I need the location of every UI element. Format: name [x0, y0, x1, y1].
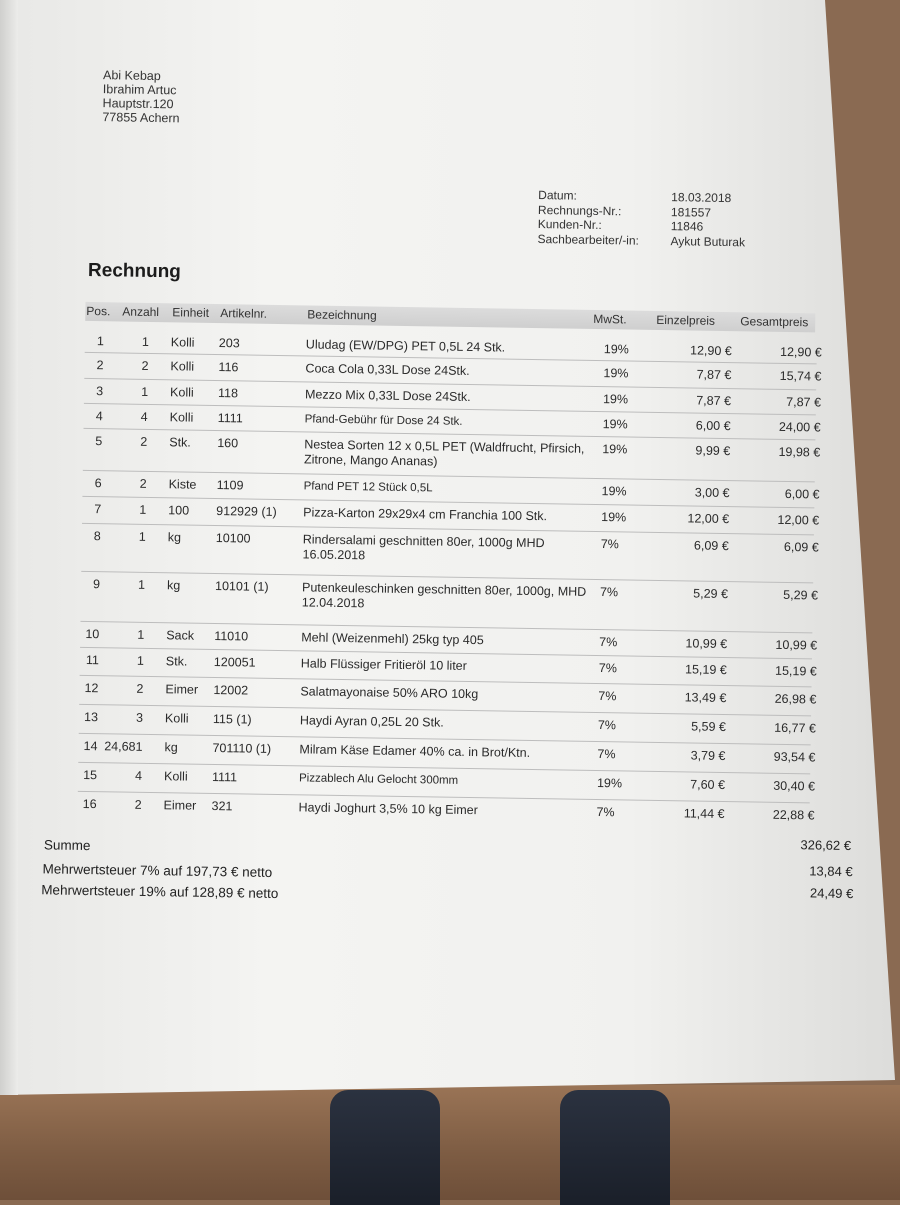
row-desc: Putenkeuleschinken geschnitten 80er, 1000g, MHD 12.04.2018	[301, 580, 587, 611]
row-qty: 1	[141, 384, 149, 399]
meta-value: 11846	[670, 219, 704, 234]
row-desc: Uludag (EW/DPG) PET 0,5L 24 Stk.	[305, 337, 506, 355]
row-art: 118	[217, 386, 239, 401]
row-vat: 19%	[603, 342, 629, 357]
row-price: 11,44 €	[683, 806, 725, 822]
row-unit: Sack	[166, 628, 195, 643]
row-pos: 6	[94, 476, 102, 491]
row-vat: 7%	[600, 537, 619, 552]
row-art: 11010	[214, 628, 249, 644]
row-total: 10,99 €	[775, 637, 818, 653]
row-pos: 12	[84, 680, 99, 696]
row-art: 1109	[216, 478, 244, 493]
meta-value: Aykut Buturak	[670, 233, 746, 249]
row-qty: 4	[134, 768, 143, 783]
address-line: Hauptstr.120	[102, 96, 174, 112]
row-total: 22,88 €	[772, 807, 815, 823]
row-vat: 19%	[601, 484, 627, 499]
row-pos: 10	[85, 626, 100, 642]
row-qty: 1	[141, 334, 149, 349]
table-header	[85, 302, 815, 332]
row-total: 6,00 €	[784, 486, 820, 502]
sum-label: Summe	[43, 837, 91, 854]
row-unit: 100	[168, 503, 190, 518]
row-unit: Kiste	[168, 477, 197, 492]
vat7-label: Mehrwertsteuer 7% auf 197,73 € netto	[42, 861, 273, 880]
row-price: 12,90 €	[689, 343, 732, 359]
meta-label: Sachbearbeiter/-in:	[537, 231, 640, 248]
row-art: 120051	[213, 654, 256, 670]
header-description: Bezeichnung	[307, 307, 377, 323]
row-vat: 7%	[598, 661, 617, 676]
row-art: 160	[217, 436, 239, 451]
row-qty: 1	[139, 502, 147, 517]
row-vat: 7%	[598, 689, 617, 704]
row-total: 24,00 €	[778, 419, 821, 435]
row-desc: Coca Cola 0,33L Dose 24Stk.	[305, 361, 470, 378]
row-vat: 7%	[596, 805, 615, 820]
row-vat: 19%	[603, 366, 629, 381]
row-qty: 4	[140, 409, 148, 424]
row-qty: 2	[141, 358, 149, 373]
row-art: 1111	[217, 411, 243, 426]
row-vat: 19%	[602, 442, 628, 457]
row-price: 3,00 €	[694, 485, 730, 501]
row-qty: 2	[140, 434, 148, 449]
row-art: 1111	[211, 769, 238, 785]
row-price: 5,29 €	[693, 586, 729, 602]
row-total: 5,29 €	[783, 587, 819, 603]
row-vat: 19%	[602, 417, 628, 432]
meta-label: Datum:	[538, 188, 578, 203]
row-total: 19,98 €	[778, 444, 821, 460]
row-price: 7,87 €	[696, 393, 732, 409]
row-desc: Mehl (Weizenmehl) 25kg typ 405	[301, 630, 484, 648]
row-vat: 7%	[599, 635, 618, 650]
header-total-price: Gesamtpreis	[740, 314, 809, 330]
row-total: 15,74 €	[779, 368, 822, 384]
sum-value: 326,62 €	[800, 837, 852, 854]
row-price: 7,60 €	[690, 777, 726, 793]
row-desc: Salatmayonaise 50% ARO 10kg	[300, 684, 479, 702]
row-art: 912929 (1)	[216, 504, 277, 519]
row-pos: 15	[83, 767, 98, 783]
row-vat: 7%	[599, 585, 619, 600]
vat7-value: 13,84 €	[809, 863, 853, 880]
row-unit: Kolli	[170, 359, 195, 374]
row-desc: Pizza-Karton 29x29x4 cm Franchia 100 Stk.	[303, 505, 548, 524]
row-total: 26,98 €	[774, 691, 817, 707]
row-total: 30,40 €	[773, 778, 816, 794]
row-pos: 4	[95, 409, 103, 424]
row-pos: 5	[95, 434, 103, 449]
meta-label: Rechnungs-Nr.:	[537, 202, 622, 218]
row-art: 321	[211, 798, 233, 814]
row-vat: 19%	[601, 510, 627, 525]
row-pos: 16	[82, 796, 97, 812]
row-desc: Mezzo Mix 0,33L Dose 24Stk.	[304, 387, 471, 404]
row-unit: Kolli	[169, 410, 194, 425]
row-price: 6,09 €	[693, 538, 729, 554]
row-qty: 1	[138, 529, 146, 544]
row-desc: Haydi Joghurt 3,5% 10 kg Eimer	[298, 800, 478, 818]
row-price: 10,99 €	[685, 636, 728, 652]
row-qty: 1	[137, 627, 145, 642]
row-pos: 7	[94, 502, 102, 517]
header-qty: Anzahl	[122, 304, 160, 320]
row-total: 6,09 €	[783, 539, 819, 555]
row-art: 12002	[213, 682, 249, 698]
row-total: 93,54 €	[773, 749, 816, 765]
row-price: 15,19 €	[684, 662, 727, 678]
row-unit: kg	[167, 530, 182, 545]
row-pos: 14	[83, 738, 98, 754]
recipient-address	[102, 68, 180, 125]
row-desc: Milram Käse Edamer 40% ca. in Brot/Ktn.	[299, 742, 531, 760]
row-price: 13,49 €	[684, 690, 727, 706]
row-art: 115 (1)	[212, 711, 252, 727]
header-unit: Einheit	[172, 305, 210, 320]
header-pos: Pos.	[86, 303, 111, 319]
row-unit: Eimer	[163, 798, 197, 813]
row-desc: Pfand-Gebühr für Dose 24 Stk.	[304, 413, 463, 428]
row-unit: Kolli	[164, 711, 189, 726]
row-desc: Nestea Sorten 12 x 0,5L PET (Waldfrucht, Pfirsich, Zitrone, Mango Ananas)	[303, 437, 585, 469]
left-shoe	[330, 1090, 440, 1205]
row-qty: 1	[137, 577, 146, 592]
row-pos: 11	[85, 652, 99, 668]
row-desc: Pizzablech Alu Gelocht 300mm	[298, 772, 459, 787]
meta-value: 181557	[670, 204, 712, 220]
row-pos: 2	[96, 358, 104, 373]
row-unit: Stk.	[169, 435, 191, 450]
row-price: 5,59 €	[691, 719, 727, 735]
row-vat: 7%	[597, 747, 616, 762]
row-qty: 3	[135, 710, 144, 725]
row-unit: Kolli	[163, 769, 188, 784]
address-line: Abi Kebap	[102, 68, 161, 84]
row-vat: 19%	[596, 776, 623, 791]
row-vat: 19%	[602, 392, 629, 407]
invoice-title: Rechnung	[87, 259, 182, 283]
row-total: 12,00 €	[777, 512, 820, 528]
row-price: 12,00 €	[687, 511, 730, 527]
row-unit: Kolli	[170, 335, 195, 350]
row-total: 16,77 €	[774, 720, 816, 736]
row-price: 3,79 €	[690, 748, 726, 764]
meta-row	[537, 232, 745, 250]
row-total: 15,19 €	[774, 663, 817, 679]
header-vat: MwSt.	[593, 311, 627, 327]
row-unit: Eimer	[165, 682, 199, 697]
row-desc: Halb Flüssiger Fritieröl 10 liter	[300, 656, 467, 673]
row-price: 9,99 €	[695, 443, 731, 459]
row-desc: Haydi Ayran 0,25L 20 Stk.	[299, 713, 444, 730]
row-qty: 24,681	[104, 739, 143, 754]
row-unit: Stk.	[165, 654, 188, 669]
row-desc: Rindersalami geschnitten 80er, 1000g MHD 16.05.2018	[302, 532, 545, 563]
row-unit: kg	[164, 740, 178, 755]
vat19-label: Mehrwertsteuer 19% auf 128,89 € netto	[41, 882, 279, 902]
row-price: 6,00 €	[695, 418, 731, 434]
row-price: 7,87 €	[696, 367, 732, 383]
vat19-value: 24,49 €	[809, 885, 854, 902]
address-line: Ibrahim Artuc	[102, 82, 177, 98]
row-pos: 3	[96, 384, 104, 399]
row-pos: 8	[93, 529, 101, 544]
row-vat: 7%	[597, 718, 617, 733]
row-pos: 13	[83, 709, 99, 725]
meta-value: 18.03.2018	[671, 190, 732, 206]
row-art: 10101 (1)	[214, 579, 269, 594]
row-desc: Pfand PET 12 Stück 0,5L	[303, 480, 433, 495]
row-total: 7,87 €	[786, 394, 822, 410]
header-unit-price: Einzelpreis	[656, 312, 716, 328]
row-unit: kg	[166, 578, 181, 593]
invoice-meta	[537, 188, 745, 249]
row-qty: 2	[139, 476, 147, 491]
row-art: 203	[218, 336, 240, 351]
row-qty: 2	[136, 681, 144, 696]
header-article-number: Artikelnr.	[220, 306, 268, 321]
address-line: 77855 Achern	[102, 110, 180, 126]
row-total: 12,90 €	[779, 344, 822, 360]
row-unit: Kolli	[169, 385, 194, 400]
row-art: 10100	[215, 531, 251, 546]
row-art: 116	[218, 360, 239, 375]
row-qty: 1	[136, 653, 144, 668]
row-art: 701110 (1)	[212, 740, 272, 756]
meta-label: Kunden-Nr.:	[537, 217, 602, 233]
row-qty: 2	[134, 797, 142, 812]
row-pos: 1	[96, 334, 104, 349]
row-pos: 9	[93, 577, 101, 592]
